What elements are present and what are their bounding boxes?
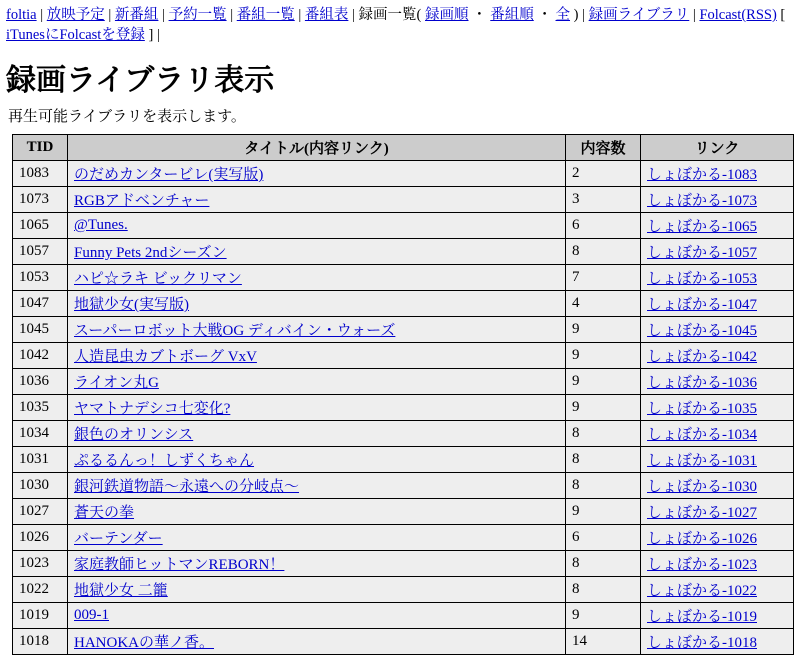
- cell-title: [68, 603, 566, 629]
- table-row: [13, 525, 794, 551]
- cell-count: 6: [566, 213, 641, 239]
- cell-link: [641, 629, 794, 655]
- nav-text: 録画一覧(: [358, 7, 422, 23]
- syoboi-link[interactable]: しょぼかる-1027: [647, 505, 757, 522]
- nav-link[interactable]: foltia: [6, 7, 37, 23]
- cell-tid: 1018: [13, 629, 68, 655]
- syoboi-link[interactable]: しょぼかる-1030: [647, 479, 757, 496]
- table-row: [13, 421, 794, 447]
- cell-count: 3: [566, 187, 641, 213]
- cell-link: [641, 395, 794, 421]
- nav-separator: |: [108, 7, 112, 23]
- cell-tid: 1047: [13, 291, 68, 317]
- cell-tid: 1073: [13, 187, 68, 213]
- nav-text: ): [573, 7, 579, 23]
- table-row: [13, 239, 794, 265]
- nav-separator: |: [692, 7, 696, 23]
- cell-title: [68, 213, 566, 239]
- table-row: [13, 291, 794, 317]
- column-header-count: 内容数: [566, 135, 641, 161]
- title-link[interactable]: 地獄少女(実写版): [74, 297, 189, 314]
- title-link[interactable]: 人造昆虫カブトボーグ VxV: [74, 349, 257, 366]
- column-header-link: リンク: [641, 135, 794, 161]
- title-link[interactable]: 009-1: [74, 607, 109, 624]
- syoboi-link[interactable]: しょぼかる-1073: [647, 193, 757, 210]
- nav-link[interactable]: 予約一覧: [168, 7, 227, 23]
- table-row: [13, 317, 794, 343]
- cell-title: [68, 343, 566, 369]
- cell-count: 8: [566, 473, 641, 499]
- title-link[interactable]: ライオン丸G: [74, 375, 159, 392]
- cell-title: [68, 551, 566, 577]
- cell-link: [641, 447, 794, 473]
- cell-tid: 1034: [13, 421, 68, 447]
- cell-tid: 1035: [13, 395, 68, 421]
- cell-count: 8: [566, 447, 641, 473]
- cell-link: [641, 343, 794, 369]
- cell-count: 9: [566, 499, 641, 525]
- table-row: [13, 187, 794, 213]
- cell-title: [68, 161, 566, 187]
- cell-count: 8: [566, 421, 641, 447]
- cell-link: [641, 239, 794, 265]
- table-row: [13, 161, 794, 187]
- nav-text: [: [780, 7, 786, 23]
- syoboi-link[interactable]: しょぼかる-1053: [647, 271, 757, 288]
- cell-count: 9: [566, 603, 641, 629]
- syoboi-link[interactable]: しょぼかる-1018: [647, 635, 757, 652]
- syoboi-link[interactable]: しょぼかる-1083: [647, 167, 757, 184]
- cell-tid: 1065: [13, 213, 68, 239]
- cell-count: 8: [566, 239, 641, 265]
- table-header-row: [13, 135, 794, 161]
- cell-title: [68, 447, 566, 473]
- cell-link: [641, 577, 794, 603]
- syoboi-link[interactable]: しょぼかる-1034: [647, 427, 757, 444]
- table-row: [13, 603, 794, 629]
- title-link[interactable]: Funny Pets 2ndシーズン: [74, 245, 227, 262]
- cell-count: 7: [566, 265, 641, 291]
- cell-count: 8: [566, 577, 641, 603]
- syoboi-link[interactable]: しょぼかる-1036: [647, 375, 757, 392]
- table-row: [13, 343, 794, 369]
- nav-link[interactable]: iTunesにFolcastを登録: [6, 26, 145, 43]
- cell-title: [68, 239, 566, 265]
- cell-link: [641, 551, 794, 577]
- table-row: [13, 447, 794, 473]
- page-title: 録画ライブラリ表示: [6, 64, 275, 98]
- cell-tid: 1053: [13, 265, 68, 291]
- nav-text: ]: [148, 26, 154, 43]
- cell-title: [68, 577, 566, 603]
- syoboi-link[interactable]: しょぼかる-1022: [647, 583, 757, 600]
- nav-link[interactable]: 番組一覧: [236, 7, 295, 23]
- syoboi-link[interactable]: しょぼかる-1019: [647, 609, 757, 626]
- title-link[interactable]: HANOKAの華ノ香。: [74, 635, 214, 652]
- nav-separator: |: [298, 7, 302, 23]
- title-link[interactable]: 地獄少女 二籠: [74, 583, 168, 600]
- syoboi-link[interactable]: しょぼかる-1023: [647, 557, 757, 574]
- cell-count: 14: [566, 629, 641, 655]
- title-link[interactable]: 家庭教師ヒットマンREBORN！: [74, 557, 285, 574]
- title-link[interactable]: のだめカンタービレ(実写版): [74, 167, 264, 184]
- title-link[interactable]: ぷるるんっ！しずくちゃん: [74, 453, 255, 470]
- cell-title: [68, 317, 566, 343]
- nav-link[interactable]: 新番組: [114, 7, 159, 23]
- cell-link: [641, 213, 794, 239]
- cell-tid: 1030: [13, 473, 68, 499]
- nav-link[interactable]: 録画順: [425, 7, 469, 23]
- nav-separator: |: [352, 7, 355, 23]
- syoboi-link[interactable]: しょぼかる-1047: [647, 297, 757, 314]
- cell-tid: 1019: [13, 603, 68, 629]
- title-link[interactable]: バーテンダー: [74, 531, 163, 548]
- title-link[interactable]: ヤマトナデシコ七変化?: [74, 401, 231, 418]
- cell-link: [641, 499, 794, 525]
- cell-count: 9: [566, 343, 641, 369]
- title-link[interactable]: ハピ☆ラキ ビックリマン: [74, 271, 242, 288]
- title-link[interactable]: 銀河鉄道物語〜永遠への分岐点〜: [74, 479, 300, 496]
- cell-count: 2: [566, 161, 641, 187]
- cell-link: [641, 161, 794, 187]
- table-row: [13, 369, 794, 395]
- cell-title: [68, 187, 566, 213]
- cell-tid: 1027: [13, 499, 68, 525]
- title-link[interactable]: 銀色のオリンシス: [74, 427, 194, 444]
- title-link[interactable]: 蒼天の拳: [74, 505, 135, 522]
- table-row: [13, 473, 794, 499]
- nav-text: ・: [537, 7, 552, 23]
- syoboi-link[interactable]: しょぼかる-1026: [647, 531, 757, 548]
- table-row: [13, 629, 794, 655]
- cell-title: [68, 395, 566, 421]
- cell-tid: 1022: [13, 577, 68, 603]
- column-header-tid: TID: [13, 135, 68, 161]
- cell-count: 6: [566, 525, 641, 551]
- cell-count: 4: [566, 291, 641, 317]
- cell-count: 9: [566, 395, 641, 421]
- cell-tid: 1031: [13, 447, 68, 473]
- cell-tid: 1023: [13, 551, 68, 577]
- syoboi-link[interactable]: しょぼかる-1065: [647, 219, 757, 236]
- page-description: 再生可能ライブラリを表示します。: [8, 109, 246, 126]
- cell-count: 8: [566, 551, 641, 577]
- top-navigation: [4, 6, 796, 45]
- table-row: [13, 395, 794, 421]
- cell-title: [68, 629, 566, 655]
- cell-tid: 1026: [13, 525, 68, 551]
- cell-title: [68, 421, 566, 447]
- table-body: [13, 161, 794, 655]
- recording-library-table: [12, 134, 794, 655]
- cell-tid: 1036: [13, 369, 68, 395]
- cell-tid: 1057: [13, 239, 68, 265]
- cell-link: [641, 291, 794, 317]
- syoboi-link[interactable]: しょぼかる-1031: [647, 453, 757, 470]
- cell-link: [641, 603, 794, 629]
- cell-link: [641, 369, 794, 395]
- table-header: [13, 135, 794, 161]
- nav-link[interactable]: 録画ライブラリ: [588, 7, 690, 23]
- cell-link: [641, 317, 794, 343]
- cell-link: [641, 525, 794, 551]
- cell-title: [68, 525, 566, 551]
- column-header-title: タイトル(内容リンク): [68, 135, 566, 161]
- nav-link[interactable]: 番組表: [304, 7, 349, 23]
- nav-separator: |: [582, 7, 586, 23]
- cell-tid: 1083: [13, 161, 68, 187]
- nav-separator: |: [156, 26, 160, 43]
- table-row: [13, 551, 794, 577]
- cell-count: 9: [566, 317, 641, 343]
- table-row: [13, 577, 794, 603]
- cell-tid: 1045: [13, 317, 68, 343]
- nav-link[interactable]: 全: [555, 7, 571, 23]
- syoboi-link[interactable]: しょぼかる-1035: [647, 401, 757, 418]
- table-row: [13, 213, 794, 239]
- title-link[interactable]: @Tunes.: [74, 217, 128, 234]
- nav-text: ・: [472, 7, 487, 23]
- cell-title: [68, 265, 566, 291]
- cell-link: [641, 187, 794, 213]
- cell-count: 9: [566, 369, 641, 395]
- syoboi-link[interactable]: しょぼかる-1057: [647, 245, 757, 262]
- nav-separator: |: [40, 7, 44, 23]
- syoboi-link[interactable]: しょぼかる-1045: [647, 323, 757, 340]
- nav-separator: |: [230, 7, 234, 23]
- cell-title: [68, 499, 566, 525]
- nav-link[interactable]: Folcast(RSS): [699, 7, 777, 23]
- cell-title: [68, 291, 566, 317]
- table-row: [13, 265, 794, 291]
- cell-link: [641, 473, 794, 499]
- nav-link[interactable]: 放映予定: [46, 7, 105, 23]
- nav-link[interactable]: 番組順: [490, 7, 534, 23]
- cell-title: [68, 369, 566, 395]
- title-link[interactable]: スーパーロボット大戦OG ディバイン・ウォーズ: [74, 323, 396, 340]
- cell-link: [641, 265, 794, 291]
- cell-title: [68, 473, 566, 499]
- nav-separator: |: [162, 7, 165, 23]
- cell-link: [641, 421, 794, 447]
- table-row: [13, 499, 794, 525]
- cell-tid: 1042: [13, 343, 68, 369]
- syoboi-link[interactable]: しょぼかる-1042: [647, 349, 757, 366]
- title-link[interactable]: RGBアドベンチャー: [74, 193, 210, 210]
